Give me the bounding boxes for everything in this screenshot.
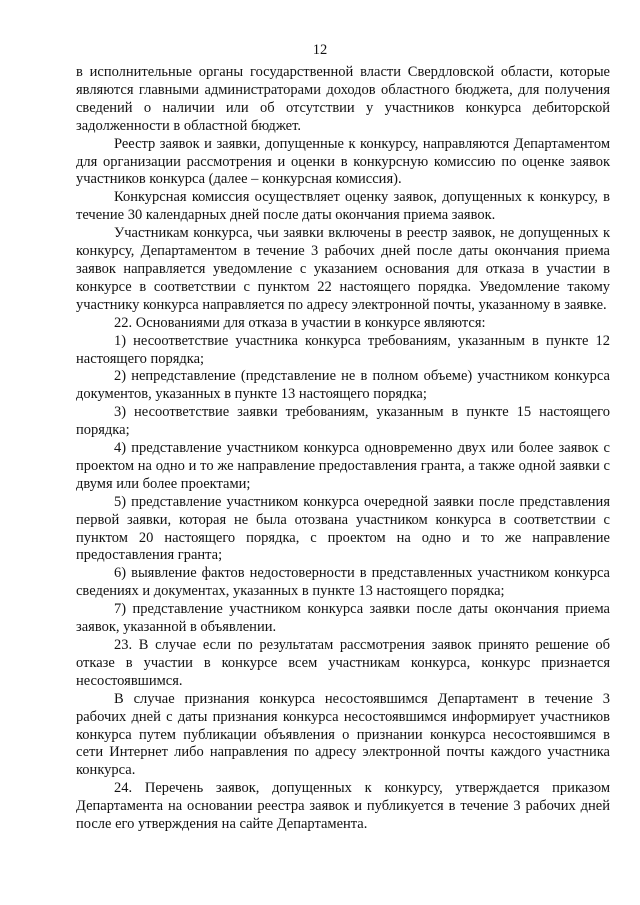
list-item-22-4: 4) представление участником конкурса одновременно двух или более заявок с проектом на одно и то же направление предоставления гранта, а также одной заявки с двумя или более проектами; — [76, 440, 610, 492]
paragraph-item-23: 23. В случае если по результатам рассмотрения заявок принято решение об отказе в участии в конкурсе всем участникам конкурса, конкурс признается несостоявшимся. — [76, 637, 610, 689]
paragraph-continuation: в исполнительные органы государственной власти Свердловской области, которые являются главными администраторами доходов областного бюджета, для получения сведений о наличии или об отсутствии у участников конкурса дебиторской задолженности в областной бюджет. — [76, 64, 610, 134]
paragraph-registry-to-commission: Реестр заявок и заявки, допущенные к конкурсу, направляются Департаментом для организации рассмотрения и оценки в конкурсную комиссию по оценке заявок участников конкурса (далее – конкурсная комиссия). — [76, 135, 610, 188]
paragraph-item-24: 24. Перечень заявок, допущенных к конкурсу, утверждается приказом Департамента на основании реестра заявок и публикуется в течение 3 рабочих дней после его утверждения на сайте Департамента. — [76, 780, 610, 833]
paragraph-failed-contest-notice: В случае признания конкурса несостоявшимся Департамент в течение 3 рабочих дней с даты признания конкурса несостоявшимся информирует участников конкурса путем публикации объявления о признании конкурса несостоявшимся в сети Интернет либо направления по адресу электронной почты каждого участника конкурса. — [76, 690, 610, 779]
paragraph-rejection-notice: Участникам конкурса, чьи заявки включены в реестр заявок, не допущенных к конкурсу, Департаментом в течение 3 рабочих дней после даты окончания приема заявок направляется уведомление с указанием основания для отказа в участии в конкурсе в соответствии с пунктом 22 настоящего порядка. Уведомление такому участнику конкурса направляется по адресу электронной почты, указанному в заявке. — [76, 225, 610, 313]
document-body — [76, 64, 610, 834]
paragraph-commission-evaluation: Конкурсная комиссия осуществляет оценку заявок, допущенных к конкурсу, в течение 30 календарных дней после даты окончания приема заявок. — [76, 189, 610, 224]
list-item-22-5: 5) представление участником конкурса очередной заявки после представления первой заявки, которая не была отозвана участником конкурса в соответствии с пунктом 20 настоящего порядка, с проектом на одно и то же направление предоставления гранта; — [76, 493, 610, 564]
page-number: 12 — [312, 42, 328, 58]
paragraph-item-22: 22. Основаниями для отказа в участии в конкурсе являются: — [114, 314, 486, 331]
list-item-22-1: 1) несоответствие участника конкурса требованиям, указанным в пункте 12 настоящего порядка; — [76, 332, 610, 367]
list-item-22-6: 6) выявление фактов недостоверности в представленных участником конкурса сведениях и документах, указанных в пункте 13 настоящего порядка; — [76, 565, 610, 600]
list-item-22-7: 7) представление участником конкурса заявки после даты окончания приема заявок, указанной в объявлении. — [76, 601, 610, 636]
list-item-22-3: 3) несоответствие заявки требованиям, указанным в пункте 15 настоящего порядка; — [76, 404, 610, 439]
list-item-22-2: 2) непредставление (представление не в полном объеме) участником конкурса документов, указанных в пункте 13 настоящего порядка; — [76, 368, 610, 403]
